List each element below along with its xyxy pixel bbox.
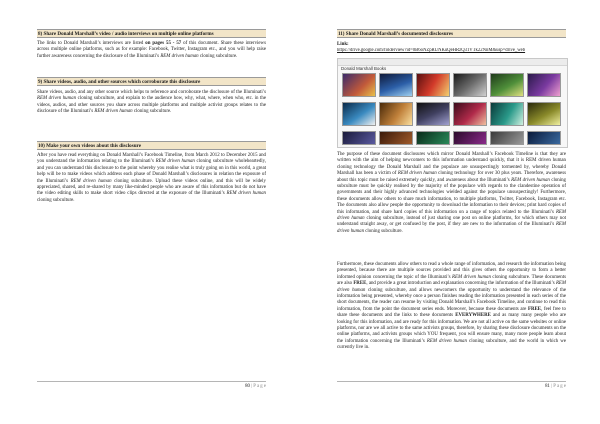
- book-thumbnail: [342, 131, 376, 145]
- book-thumbnail: [416, 102, 450, 126]
- footer-separator: |: [551, 384, 553, 389]
- book-thumbnail: [490, 102, 524, 126]
- book-thumbnail: [379, 102, 413, 126]
- footer-separator: |: [251, 384, 253, 389]
- screenshot-title: Donald Marshall Books: [341, 66, 387, 71]
- section-8-body: The links to Donald Marshall’s interviews are listed on pages 55 - 57 of this document. Share these interviews across multiple online platforms, such as for example: Facebook, Twitter, Instagram etc., and you will help raise further awareness concerning the disclosure of the Illuminati’s REM driven human cloning subculture.: [37, 41, 266, 59]
- section-9-heading: 9) Share videos, audio, and other sources which corroborate this disclosure: [37, 77, 266, 86]
- page-number: 81: [545, 384, 550, 389]
- page-footer: [337, 381, 566, 389]
- book-thumbnail: [342, 102, 376, 126]
- book-thumbnail: [416, 131, 450, 145]
- page-label: P a g e: [253, 384, 266, 389]
- page-label: P a g e: [553, 384, 566, 389]
- link-label: Link:: [337, 42, 349, 47]
- screenshot-toolbar: [338, 59, 567, 66]
- purpose-paragraph: The purpose of these document disclosures which mirror Donald Marshall’s Facebook Timeline is that they are written with the aim of helping newcomers to this information understand quickly, that it is REM driven human cloning technology the Donald Marshall and the populace are unsuspectingly tormented by, whereby Donald Marshall has been a victim of REM driven human cloning technology for over 30 plus years. Therefore, awareness about this topic must be raised extremely quickly, and awareness about the Illuminati’s REM driven human cloning subculture must be quickly realised by the majority of the populace with regards to the clandestine operation of governments and their highly advanced technologies wielded against the populace unsuspectingly! Furthermore, these documents allow others to share much information, to multiple platforms, Twitter, Facebook, Instagram etc. The documents also allow people the opportunity to download the information to their devices; print hard copies of this information, and share hard copies of this information on a range of topics related to the Illuminati’s REM driven human cloning subculture, instead of just sharing one post on online platforms, for which others may not understand straight away, or get confused by the post, if they are new to the information of the Illuminati’s REM driven human cloning subculture.: [337, 152, 567, 234]
- book-thumbnail: [453, 73, 487, 97]
- book-thumbnail: [490, 131, 524, 145]
- drive-folder-link[interactable]: https://drive.google.com/folderview?id=0B6oNZpRUNKuQeHRzQ31VTk22NnM&usp=drive_web: [337, 48, 526, 53]
- book-thumbnail: [453, 102, 487, 126]
- section-11-heading: 11) Share Donald Marshall’s documented disclosures: [337, 29, 566, 38]
- drive-folder-screenshot: [337, 58, 568, 148]
- book-thumbnail: [342, 73, 376, 97]
- section-8-heading: 8) Share Donald Marshall’s video / audio interviews on multiple online platforms: [37, 29, 266, 38]
- section-9-body: Share videos, audio, and any other source which helps to reference and corroborate the disclosure of the Illuminati’s REM driven human cloning subculture, and explain to the audience how, why, what, where, when who, etc. in the videos, audios, and other sources you share across multiple platforms and multiple activist groups relates to the disclosure of the Illuminati’s REM driven human cloning subculture.: [37, 90, 266, 115]
- book-thumbnail: [527, 73, 561, 97]
- book-thumbnail: [379, 131, 413, 145]
- section-10-body: After you have read everything on Donald Marshall’s Facebook Timeline, from March 2012 to December 2015 and you understand the information relating to the Illuminati’s REM driven human cloning subculture wholeheartedly, and you can understand this disclosure to the point whereby you realise what is truly going on in this world, a great help will be to make videos which address each phase of Donald Marshall’s disclosures in relation the exposure of the Illuminati’s REM driven human cloning subculture. Upload these videos online, and this will be widely appreciated, shared, and re-shared by many like-minded people who are aware of this information but do not have the video editing skills to make short video clips directed at the exposure of the Illuminati’s REM driven human cloning subculture.: [37, 153, 266, 203]
- book-thumbnail: [453, 131, 487, 145]
- furthermore-paragraph: Furthermore, these documents allow others to read a whole range of information, and research the information being presented, because there are multiple sources provided and this gives others the opportunity to form a better informed opinion concerning the topic of the Illuminati’s REM driven human cloning subculture. These documents are also FREE, and provide a great introduction and explanation concerning the information of the Illuminati’s REM driven human cloning subculture, and allows newcomers the opportunity to understand the relevance of the information being presented, whereby once a person finishes reading the information presented in each series of the short documents, the reader can resume by visiting Donald Marshall’s Facebook Timeline, and continue to read this information, from the point the document series ends. Moreover, because these documents are FREE, feel free to share these documents and the links to these documents EVERYWHERE and as many many people who are looking for this information, and are ready for this information. We are not all active on the same websites or online platforms, nor are we all active to the same activists groups, therefore, by sharing these disclosure documents on the online platforms, and activists groups which YOU frequent, you will ensure many, many more people learn about the information concerning the Illuminati’s REM driven human cloning subculture, and the world in which we currently live in.: [337, 262, 567, 351]
- section-10-heading: 10) Make your own videos about this disclosure: [37, 141, 266, 150]
- page-footer: [37, 381, 266, 389]
- book-thumbnail: [416, 73, 450, 97]
- book-thumbnail: [490, 73, 524, 97]
- book-thumbnail: [527, 102, 561, 126]
- book-thumbnail: [527, 131, 561, 145]
- right-page: [300, 0, 600, 424]
- book-thumbnail: [379, 73, 413, 97]
- page-number: 80: [245, 384, 250, 389]
